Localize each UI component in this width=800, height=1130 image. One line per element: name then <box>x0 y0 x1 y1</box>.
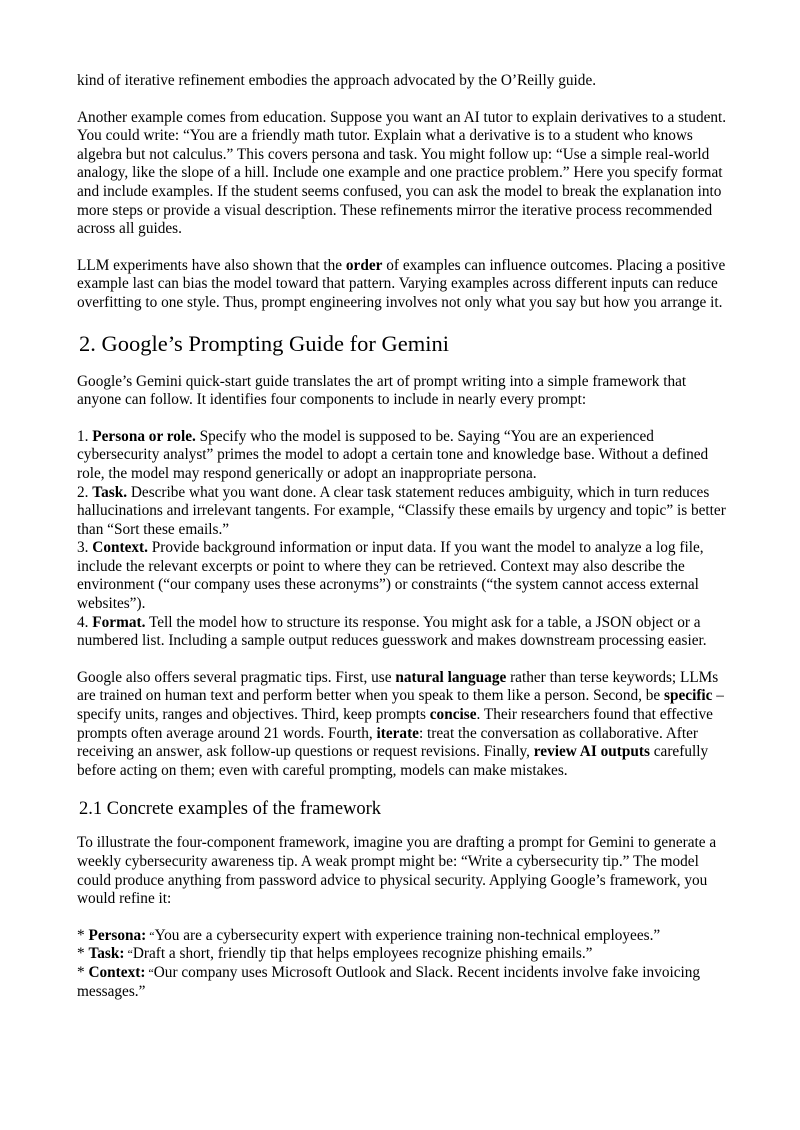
order-bold: order <box>345 256 383 274</box>
component-label: Task. <box>92 483 128 501</box>
component-label: Format. <box>92 613 146 631</box>
order-text-post: of examples can influence outcomes. Placing a positive example last can bias the model toward that pattern. Varying examples across different inputs can reduce overfitting to one style. Thus, prompt engineering involves not only what you say but how you arrange it. <box>77 256 726 311</box>
bullet-marker: * <box>77 963 89 981</box>
bullet-open-quote: “ <box>145 965 154 980</box>
tips-bold: review AI outputs <box>533 743 650 761</box>
bullet-open-quote: “ <box>124 947 133 962</box>
bullet-text: You are a cybersecurity expert with experience training non-technical employees.” <box>154 926 661 944</box>
tips-bold: specific <box>664 687 713 705</box>
tips-bold: concise <box>429 706 477 724</box>
component-item <box>77 428 727 484</box>
document-page <box>77 72 727 1001</box>
tips-text: . Their researchers found that effective prompts often average around 21 words. Fourth, <box>77 706 713 742</box>
component-text: Tell the model how to structure its response. You might ask for a table, a JSON object or a numbered list. Including a sample output reduces guesswork and makes downstream processing easier. <box>77 613 707 650</box>
components-list <box>77 428 727 651</box>
bullet-item <box>77 964 727 1001</box>
tips-bold: iterate <box>376 724 419 742</box>
component-number: 2. <box>77 483 93 501</box>
component-label: Context. <box>92 539 148 557</box>
component-number: 1. <box>77 427 93 445</box>
section-heading-gemini: 2. Google’s Prompting Guide for Gemini <box>79 330 449 356</box>
component-label: Persona or role. <box>92 427 196 445</box>
bullet-item <box>77 945 727 964</box>
bullet-text: Draft a short, friendly tip that helps employees recognize phishing emails.” <box>132 945 593 963</box>
bullet-item <box>77 927 727 946</box>
gemini-intro-paragraph: Google’s Gemini quick-start guide translates the art of prompt writing into a simple framework that anyone can follow. It identifies four components to include in nearly every prompt: <box>77 372 687 409</box>
component-text: Specify who the model is supposed to be. Saying “You are an experienced cybersecurity analyst” primes the model to adopt a certain tone and knowledge base. Without a defined role, the model may respond generically or adopt an inappropriate persona. <box>77 427 709 482</box>
bullet-marker: * <box>77 926 89 944</box>
component-text: Provide background information or input data. If you want the model to analyze a log file, include the relevant excerpts or point to where they can be retrieved. Context may also describe the environment (“our company uses these acronyms”) or constraints (“the system cannot access external websites”). <box>77 539 704 613</box>
component-number: 4. <box>77 613 93 631</box>
order-paragraph <box>77 257 727 313</box>
tips-paragraph <box>77 669 727 781</box>
subsection-heading-examples: 2.1 Concrete examples of the framework <box>79 799 382 820</box>
tips-bold: natural language <box>395 668 507 686</box>
component-item <box>77 484 727 540</box>
bullet-text: Our company uses Microsoft Outlook and Slack. Recent incidents involve fake invoicing messages.” <box>77 963 701 1000</box>
bullet-marker: * <box>77 945 89 963</box>
education-paragraph: Another example comes from education. Suppose you want an AI tutor to explain derivatives to a student. You could write: “You are a friendly math tutor. Explain what a derivative is to a student who knows algebra but not calculus.” This covers persona and task. You might follow up: “Use a simple real-world analogy, like the slope of a hill. Include one example and one practice problem.” Here you specify format and include examples. If the student seems confused, you can ask the model to break the explanation into more steps or provide a visual description. These refinements mirror the iterative process recommended across all guides. <box>77 108 727 238</box>
bullet-label: Task: <box>88 945 125 963</box>
component-item <box>77 614 727 651</box>
component-number: 3. <box>77 539 93 557</box>
tips-text: carefully before acting on them; even with careful prompting, models can make mistakes. <box>77 743 709 779</box>
illustrate-paragraph: To illustrate the four-component framework, imagine you are drafting a prompt for Gemini to generate a weekly cybersecurity awareness tip. A weak prompt might be: “Write a cybersecurity tip.” The model could produce anything from password advice to physical security. Applying Google’s framework, you would refine it: <box>77 834 717 908</box>
bullet-open-quote: “ <box>146 928 155 943</box>
tips-text: – specify units, ranges and objectives. Third, keep prompts <box>77 687 724 724</box>
intro-paragraph: kind of iterative refinement embodies the approach advocated by the O’Reilly guide. <box>77 72 597 89</box>
tips-text: : treat the conversation as collaborative. After receiving an answer, ask follow-up questions or request revisions. Finally, <box>77 724 699 761</box>
framework-bullets <box>77 927 727 1001</box>
order-text-pre: LLM experiments have also shown that the <box>77 256 346 274</box>
tips-text: Google also offers several pragmatic tips. First, use <box>77 668 396 686</box>
bullet-label: Persona: <box>88 926 147 944</box>
component-item <box>77 539 727 613</box>
component-text: Describe what you want done. A clear task statement reduces ambiguity, which in turn reduces hallucinations and irrelevant tangents. For example, “Classify these emails by urgency and topic” is better than “Sort these emails.” <box>77 483 726 538</box>
tips-text: rather than terse keywords; LLMs are trained on human text and perform better when you speak to them like a person. Second, be <box>77 668 719 705</box>
bullet-label: Context: <box>88 963 146 981</box>
